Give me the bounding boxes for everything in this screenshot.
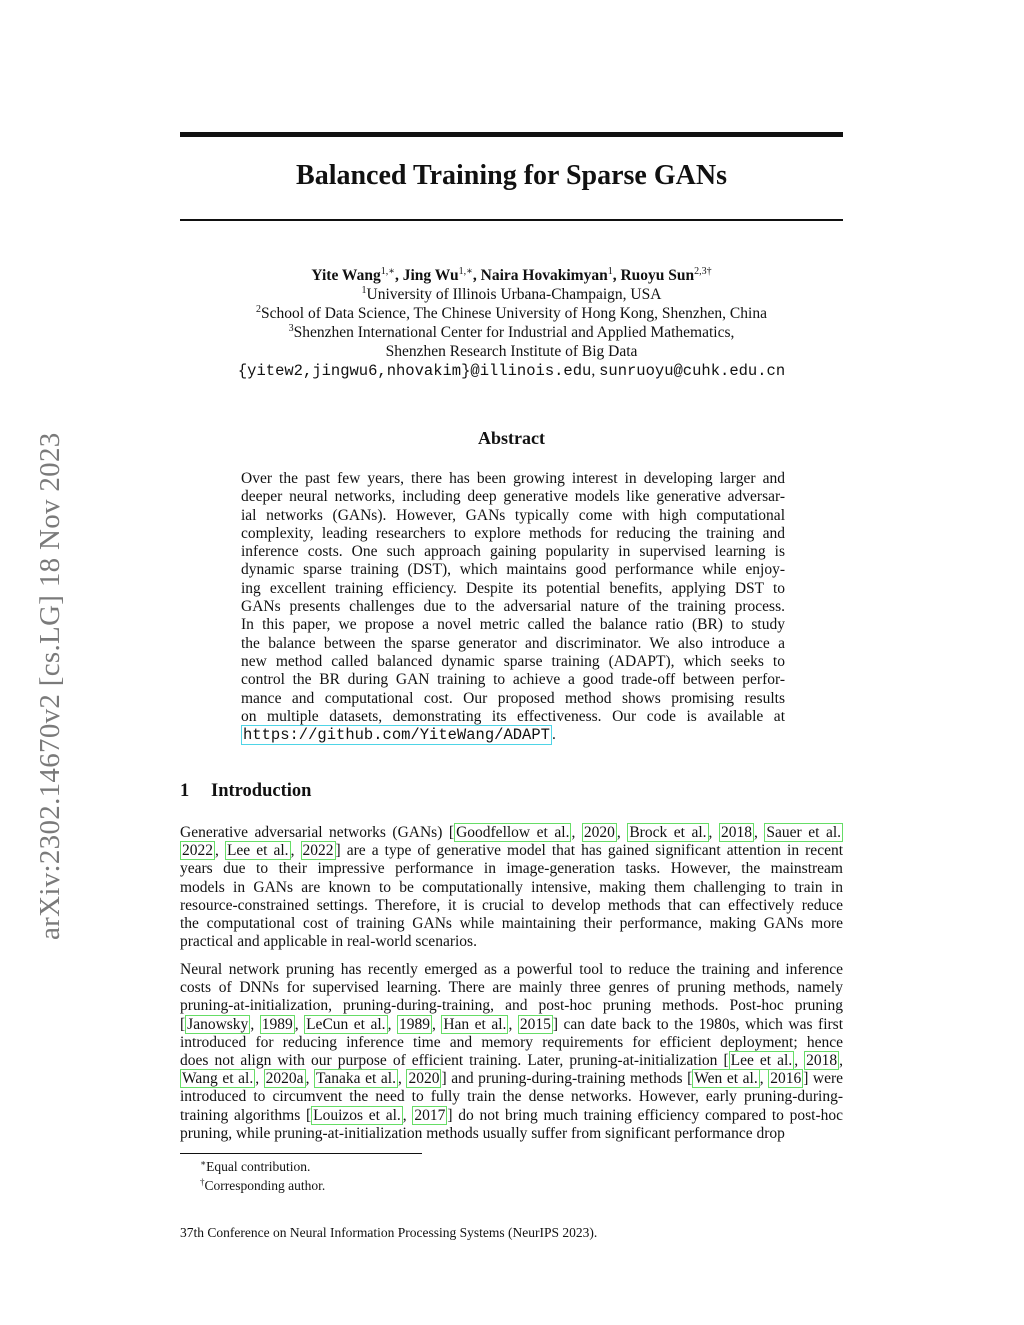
paper-title: Balanced Training for Sparse GANs [296, 160, 727, 191]
intro-paragraph-1 [180, 824, 843, 951]
citation-link[interactable]: LeCun et al. [306, 1015, 386, 1033]
paragraph-line: costs of DNNs for supervised learning. There are mainly three genres of pruning methods, namely [180, 979, 843, 997]
abstract-line: Over the past few years, there has been growing interest in developing larger and [241, 470, 785, 487]
code-repository-link[interactable]: https://github.com/YiteWang/ADAPT [243, 726, 550, 745]
abstract-line: ial networks (GANs). However, GANs typically come with high computational [241, 506, 785, 524]
paragraph-line: the computational cost of training GANs while maintaining their performance, making GANs more [180, 915, 843, 933]
paragraph-line: Neural network pruning has recently emerged as a powerful tool to reduce the training and inference [180, 961, 843, 978]
author-block [180, 266, 843, 381]
abstract-line [241, 726, 785, 744]
text-run: training algorithms [ [180, 1106, 312, 1124]
conference-venue: 37th Conference on Neural Information Processing Systems (NeurIPS 2023). [180, 1225, 598, 1240]
abstract-line: In this paper, we propose a novel metric called the balance ratio (BR) to study [241, 616, 785, 634]
paragraph-line: 2022 , Lee et al. , 2022 ] are a type of generative model that has gained significant attention in recent [182, 842, 844, 860]
citation-link[interactable]: Han et al. [443, 1015, 507, 1033]
citation-link[interactable]: Tanaka et al. [316, 1070, 396, 1088]
footnote-equal-contribution [200, 1157, 325, 1176]
footnote-rule [180, 1153, 422, 1154]
paragraph-line: does not align with our purpose of efficient training. Later, pruning-at-initialization [ Lee et al. , 2018 , [180, 1052, 844, 1070]
footnote-text: Corresponding author. [204, 1178, 326, 1193]
affiliation-3 [180, 323, 843, 342]
abstract-line: ing excellent training efficiency. Despite its potential benefits, applying DST to [241, 579, 785, 597]
author-affiliation-mark: 1 [607, 266, 613, 277]
title-top-rule [180, 132, 843, 137]
arxiv-identifier-stamp: arXiv:2302.14670v2 [cs.LG] 18 Nov 2023 [34, 432, 66, 940]
affiliation-text: University of Illinois Urbana-Champaign, USA [366, 286, 662, 303]
citation-link[interactable]: Wang et al. [182, 1070, 254, 1088]
abstract-line: inference costs. One such approach gaining popularity in supervised learning is [241, 543, 785, 561]
citation-link[interactable]: Lee et al. [730, 1052, 793, 1070]
abstract-body [241, 470, 785, 744]
abstract-line: on multiple datasets, demonstrating its effectiveness. Our code is available at [241, 707, 785, 725]
paragraph-line: resource-constrained settings. Therefore, it is crucial to develop methods that can effectively reduce [180, 896, 843, 914]
affiliation-mark: 1 [361, 285, 367, 296]
affiliation-1 [180, 285, 843, 304]
affiliation-mark: 2 [256, 304, 262, 315]
citation-link[interactable]: 1989 [261, 1015, 293, 1033]
paragraph-line: practical and applicable in real-world scenarios. [180, 933, 477, 951]
citation-link[interactable]: 2020a [265, 1070, 304, 1088]
author-name: Ruoyu Sun [620, 267, 695, 284]
author-names: Yite Wang$^{1,∗}$, Jing $Wu^{1,∗}$, Naira Hovakimyan$^1$, Ruoyu Sun$^{2,3\dagger}$ [311, 266, 712, 284]
text-run: ] were [803, 1070, 844, 1088]
title-bottom-rule [180, 219, 843, 221]
paragraph-line: introduced for reducing inference time and memory requirements for efficient deployment; hence [180, 1033, 843, 1051]
abstract-line: new method called balanced dynamic sparse training (ADAPT), which seeks to [241, 652, 785, 670]
citation-link[interactable]: 2018 [806, 1052, 838, 1070]
text-run: ] can date back to the 1980s, which was first [552, 1015, 844, 1033]
abstract-line: deeper neural networks, including deep generative models like generative adversar- [241, 488, 785, 506]
citation-link[interactable]: 2016 [770, 1070, 802, 1088]
punctuation: . [551, 726, 556, 744]
abstract-line: GANs presents challenges due to the adversarial nature of the training process. [241, 598, 785, 616]
affiliation-text: School of Data Science, The Chinese University of Hong Kong, Shenzhen, China [261, 305, 767, 322]
paragraph-line: Wang et al. , 2020a , Tanaka et al. , 2020 ] and pruning-during-training methods [ Wen et al. , 2016 ] were [182, 1070, 844, 1088]
intro-paragraph-2 [180, 961, 843, 1143]
author-emails: {yitew2,jingwu6,nhovakim}@illinois.edu, sunruoyu@cuhk.edu.cn [237, 362, 786, 380]
abstract-line: mance and computational cost. Our proposed method shows promising results [241, 689, 785, 707]
abstract-heading: Abstract [478, 428, 545, 448]
citation-link[interactable]: Louizos et al. [313, 1106, 401, 1124]
email-address: sunruoyu@cuhk.edu.cn [599, 362, 786, 380]
citation-link[interactable]: 2020 [408, 1070, 440, 1088]
abstract-line: the balance between the sparse generator and discriminator. We also introduce a [241, 634, 785, 652]
footnote-mark: ∗ [200, 1158, 207, 1168]
author-name: Yite Wang [311, 267, 381, 284]
text-run: ] are a type of generative model that has gained significant attention in recent [335, 842, 844, 860]
citation-link[interactable]: 2022 [182, 842, 213, 860]
abstract-line: control the BR during GAN training to achieve a good trade-off between perfor- [241, 671, 785, 689]
citation-link[interactable]: Sauer et al. [766, 824, 842, 841]
paragraph-line: introduced to circumvent the need to fully train the dense networks. However, early pruning-during- [180, 1088, 843, 1106]
paragraph-line: years due to their impressive performance in image-generation tasks. However, the mainstream [180, 860, 843, 878]
author-affiliation-mark: 2,3† [694, 266, 712, 277]
section-heading [180, 781, 311, 802]
citation-link[interactable]: 2018 [720, 824, 752, 841]
citation-link[interactable]: 2017 [414, 1106, 446, 1124]
section-number: 1 [180, 781, 190, 801]
text-run: does not align with our purpose of efficient training. Later, pruning-at-initialization [ [180, 1052, 729, 1070]
text-run: ] and pruning-during-training methods [ [441, 1070, 693, 1088]
text-run: Generative adversarial networks (GANs) [ [180, 824, 455, 841]
affiliation-mark: 3 [288, 323, 294, 334]
citation-link[interactable]: Brock et al. [629, 824, 707, 841]
citation-link[interactable]: Lee et al. [226, 842, 289, 860]
footnote-corresponding-author [200, 1176, 325, 1195]
footnote-text: Equal contribution. [206, 1159, 311, 1174]
footnote-mark: † [200, 1177, 205, 1187]
paragraph-line: models in GANs are known to be computationally intensive, making them challenging to train in [180, 878, 843, 896]
citation-link[interactable]: 2020 [583, 824, 615, 841]
author-affiliation-mark: 1,∗ [380, 266, 395, 277]
citation-link[interactable]: Wen et al. [694, 1070, 758, 1088]
citation-link[interactable]: Goodfellow et al. [456, 824, 570, 841]
email-address: {yitew2,jingwu6,nhovakim}@illinois.edu [237, 362, 592, 380]
footnotes [200, 1157, 325, 1195]
paragraph-line: training algorithms [ Louizos et al. , 2017 ] do not bring much training efficiency compared to post-hoc [180, 1106, 844, 1124]
author-affiliation-mark: 1,∗ [458, 266, 473, 277]
affiliation-2 [180, 304, 843, 323]
paragraph-line: pruning-at-initialization, pruning-during-training, and post-hoc pruning methods. Post-hoc pruning [180, 997, 843, 1015]
paragraph-line: Generative adversarial networks (GANs) [ Goodfellow et al. , 2020 , Brock et al. , 2018 , Sauer et al. [180, 824, 842, 841]
section-title: Introduction [211, 781, 312, 801]
abstract-line: complexity, leading researchers to explore methods for reducing the training and [241, 524, 785, 542]
paragraph-line: pruning, while pruning-at-initialization methods usually suffer from significant performance drop [180, 1124, 785, 1142]
author-name: Naira Hovakimyan [480, 267, 608, 284]
affiliation-3-continued: Shenzhen Research Institute of Big Data [385, 343, 638, 360]
citation-link[interactable]: 2015 [519, 1015, 551, 1033]
affiliation-text: Shenzhen International Center for Industrial and Applied Mathematics, [293, 324, 735, 341]
text-run: ] do not bring much training efficiency compared to post-hoc [447, 1106, 844, 1124]
citation-link[interactable]: Janowsky [187, 1015, 249, 1033]
abstract-line: dynamic sparse training (DST), which maintains good performance while enjoy- [241, 561, 785, 579]
paragraph-line: [ Janowsky , 1989 , LeCun et al. , 1989 , Han et al. , 2015 ] can date back to the 1980s, which was first [180, 1015, 844, 1033]
citation-link[interactable]: 2022 [302, 842, 334, 860]
author-name: Jing Wu [402, 267, 459, 284]
citation-link[interactable]: 1989 [398, 1015, 430, 1033]
